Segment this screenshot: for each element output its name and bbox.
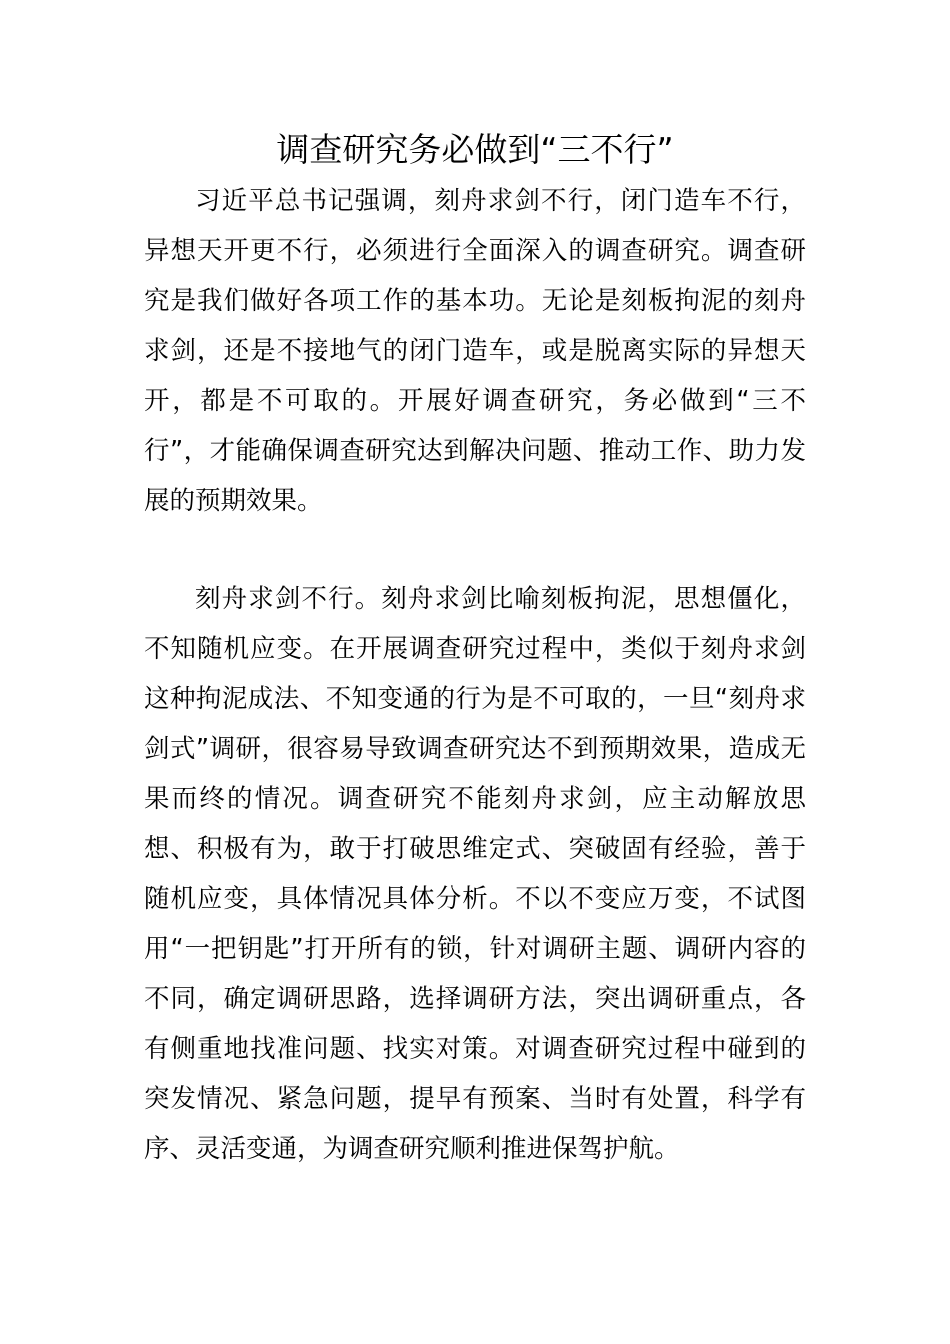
paragraph-1: 习近平总书记强调，刻舟求剑不行，闭门造车不行，异想天开更不行，必须进行全面深入的调查研究。调查研究是我们做好各项工作的基本功。无论是刻板拘泥的刻舟求剑，还是不接地气的闭门造车，或是脱离实际的异想天开，都是不可取的。开展好调查研究，务必做到“三不行”，才能确保调查研究达到解决问题、推动工作、助力发展的预期效果。 [144,186,806,516]
paragraph-1-container [144,176,806,526]
paragraph-2: 刻舟求剑不行。刻舟求剑比喻刻板拘泥，思想僵化，不知随机应变。在开展调查研究过程中，类似于刻舟求剑这种拘泥成法、不知变通的行为是不可取的，一旦“刻舟求剑式”调研，很容易导致调查研究达不到预期效果，造成无果而终的情况。调查研究不能刻舟求剑，应主动解放思想、积极有为，敢于打破思维定式、突破固有经验，善于随机应变，具体情况具体分析。不以不变应万变，不试图用“一把钥匙”打开所有的锁，针对调研主题、调研内容的不同，确定调研思路，选择调研方法，突出调研重点，各有侧重地找准问题、找实对策。对调查研究过程中碰到的突发情况、紧急问题，提早有预案、当时有处置，科学有序、灵活变通，为调查研究顺利推进保驾护航。 [144,584,806,1164]
paragraph-2-container [144,574,806,1174]
document-title: 调查研究务必做到“三不行” [276,130,674,169]
